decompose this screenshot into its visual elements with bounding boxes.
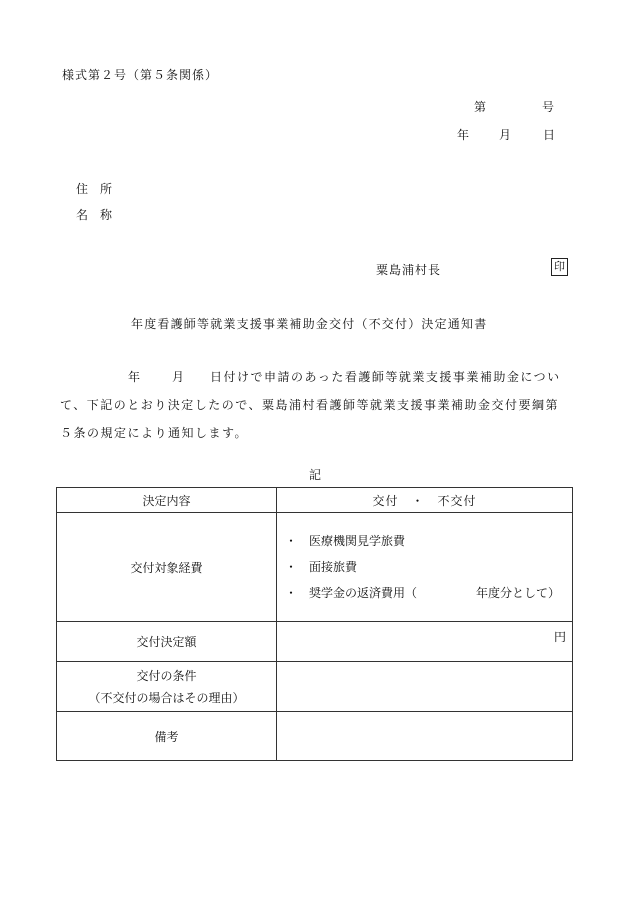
condition-label (57, 662, 277, 712)
target-expense-cell (277, 513, 573, 622)
form-number: 様式第２号（第５条関係） (62, 68, 219, 82)
table-row (57, 513, 573, 622)
target-expense-list (277, 528, 572, 606)
decision-label: 決定内容 (57, 488, 277, 513)
body-year-mark: 年 (128, 370, 142, 384)
body-line-2: て、下記のとおり決定したので、粟島浦村看護師等就業支援事業補助金交付要綱第 (60, 398, 560, 412)
body-line-1-text: 日付けで申請のあった看護師等就業支援事業補助金につい (210, 370, 561, 384)
body-line-3: ５条の規定により通知します。 (60, 426, 249, 440)
date-year: 年 (457, 128, 470, 142)
item-text: 奨学金の返済費用（ (309, 586, 418, 600)
list-item (277, 554, 572, 580)
ki-heading: 記 (309, 468, 322, 482)
address-label: 住所 (76, 182, 125, 196)
bullet: ・ (285, 534, 298, 548)
remarks-value (277, 712, 573, 761)
remarks-label: 備考 (57, 712, 277, 761)
bullet: ・ (285, 586, 298, 600)
bullet: ・ (285, 560, 298, 574)
item-suffix: 年度分として） (475, 586, 560, 600)
body-paragraph (60, 363, 568, 447)
amount-unit: 円 (277, 622, 573, 662)
document-title: 年度看護師等就業支援事業補助金交付（不交付）決定通知書 (131, 317, 488, 331)
date-day: 日 (543, 128, 556, 142)
table-row (57, 662, 573, 712)
table-row (57, 712, 573, 761)
seal-mark: 印 (551, 258, 568, 276)
issuer-title: 粟島浦村長 (376, 263, 442, 277)
item-text: 医療機関見学旅費 (309, 534, 406, 548)
name-label: 名称 (76, 208, 125, 222)
condition-label-line-2: （不交付の場合はその理由） (88, 690, 245, 705)
decision-table (56, 487, 573, 761)
item-text: 面接旅費 (309, 560, 358, 574)
list-item (277, 580, 572, 606)
number-prefix: 第 (474, 100, 487, 114)
target-expense-label: 交付対象経費 (57, 513, 277, 622)
number-suffix: 号 (542, 100, 555, 114)
body-month-mark: 月 (172, 370, 186, 384)
table-row (57, 622, 573, 662)
list-item (277, 528, 572, 554)
table-row (57, 488, 573, 513)
date-month: 月 (499, 128, 512, 142)
decision-value: 交付 ・ 不交付 (277, 488, 573, 513)
body-line-1 (60, 363, 568, 391)
condition-label-line-1: 交付の条件 (136, 668, 197, 683)
condition-value (277, 662, 573, 712)
amount-label: 交付決定額 (57, 622, 277, 662)
